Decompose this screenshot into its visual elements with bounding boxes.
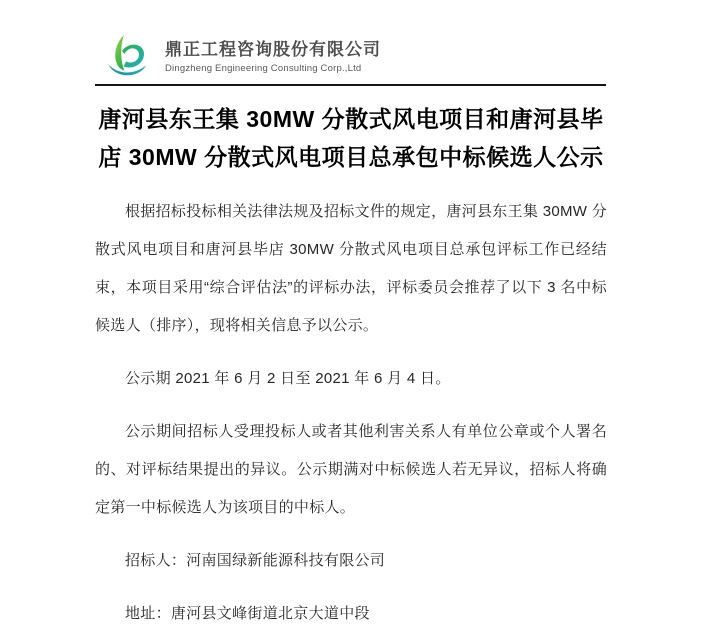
paragraph-tenderee: 招标人：河南国绿新能源科技有限公司 bbox=[125, 552, 386, 569]
paragraph-objection: 公示期间招标人受理投标人或者其他利害关系人有单位公章或个人署名的、对评标结果提出的异议。公示期满对中标候选人若无异议，招标人将确定第一中标候选人为该项目的中标人。 bbox=[95, 423, 607, 516]
paragraph-address: 地址：唐河县文峰街道北京大道中段 bbox=[125, 605, 370, 622]
company-name-zh: 鼎正工程咨询股份有限公司 bbox=[165, 40, 381, 59]
document-content bbox=[95, 100, 607, 633]
paragraph-publicity-period: 公示期 2021 年 6 月 2 日至 2021 年 6 月 4 日。 bbox=[125, 370, 451, 387]
dingzheng-logo-icon bbox=[103, 34, 153, 82]
company-name-block bbox=[165, 34, 381, 74]
document-title: 唐河县东王集 30MW 分散式风电项目和唐河县毕店 30MW 分散式风电项目总承包中标候选人公示 bbox=[98, 106, 604, 170]
company-name-en: Dingzheng Engineering Consulting Corp.,Ltd bbox=[165, 62, 362, 74]
paragraph-intro: 根据招标投标相关法律法规及招标文件的规定，唐河县东王集 30MW 分散式风电项目和唐河县毕店 30MW 分散式风电项目总承包评标工作已经结束，本项目采用“综合评估法”的评标办法，评标委员会推荐了以下 3 名中标候选人（排序），现将相关信息予以公示。 bbox=[95, 203, 607, 334]
letterhead bbox=[103, 34, 381, 82]
letterhead-divider bbox=[95, 84, 606, 86]
